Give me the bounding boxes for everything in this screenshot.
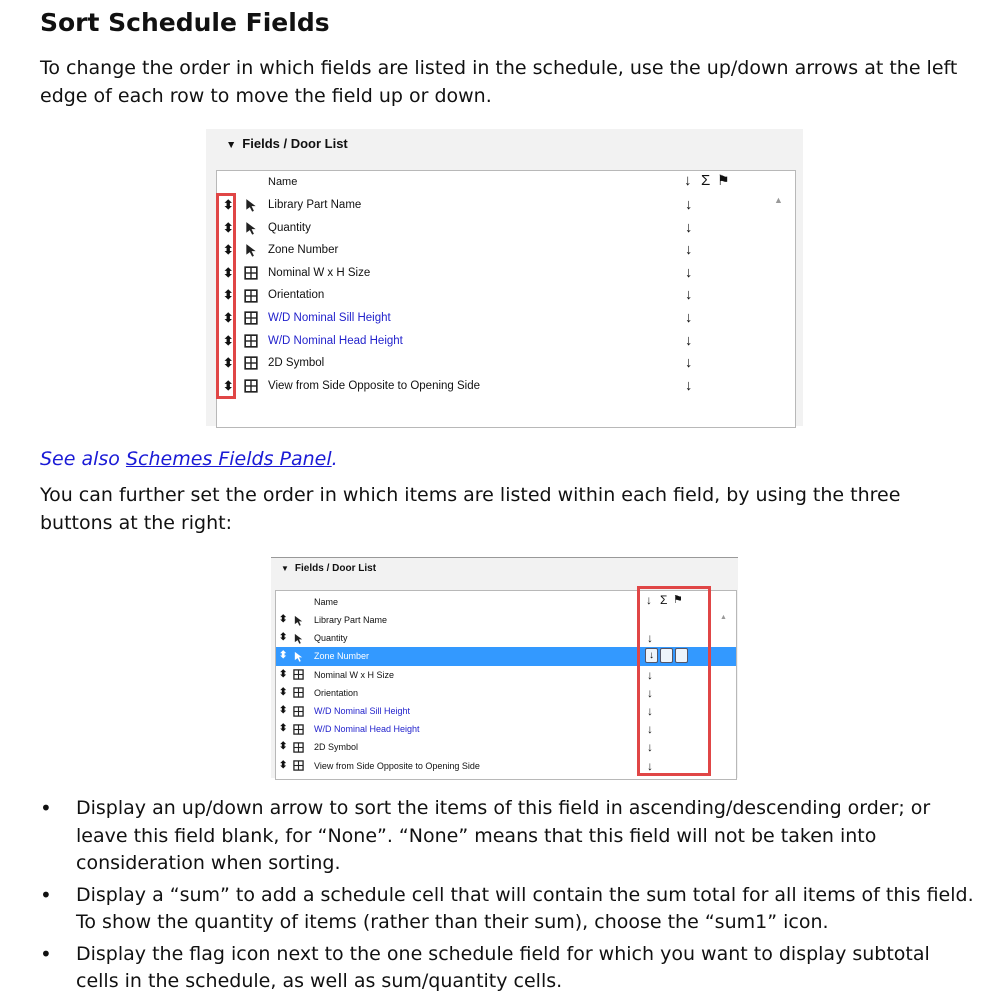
window-grid-icon [244, 311, 258, 325]
sort-arrow-icon[interactable]: ↓ [647, 631, 653, 646]
sort-arrow-icon[interactable]: ↓ [685, 197, 693, 213]
updown-arrows-icon[interactable]: ⬍ [279, 650, 288, 662]
window-grid-icon [293, 706, 304, 717]
field-name-label: Quantity [314, 633, 348, 644]
field-name-label: Zone Number [268, 244, 339, 257]
updown-arrows-icon[interactable]: ⬍ [279, 668, 288, 680]
page-title: Sort Schedule Fields [40, 8, 330, 37]
flag-column-icon[interactable]: ⚑ [717, 172, 730, 188]
table-row[interactable] [217, 284, 795, 307]
sort-arrow-icon[interactable]: ↓ [685, 310, 693, 326]
updown-arrows-icon[interactable]: ⬍ [223, 311, 234, 325]
see-also-line: See also Schemes Fields Panel. [40, 448, 338, 470]
field-name-label: Library Part Name [268, 199, 362, 211]
disclosure-triangle-icon[interactable]: ▼ [226, 140, 237, 151]
window-grid-icon [244, 379, 258, 393]
updown-arrows-icon[interactable]: ⬍ [223, 220, 234, 235]
sort-arrow-icon[interactable]: ↓ [685, 219, 693, 236]
field-name-label: Nominal W x H Size [268, 266, 371, 279]
fields-list[interactable] [216, 170, 796, 428]
window-grid-icon [293, 724, 304, 735]
pointer-arrow-icon [293, 633, 304, 644]
updown-arrows-icon[interactable]: ⬍ [279, 705, 288, 716]
updown-arrows-icon[interactable]: ⬍ [223, 243, 234, 258]
window-grid-icon [244, 334, 258, 348]
window-grid-icon [293, 760, 304, 771]
updown-arrows-icon[interactable]: ⬍ [279, 723, 288, 735]
field-name-label: View from Side Opposite to Opening Side [268, 379, 481, 392]
panel-header-2[interactable]: ▼ Fields / Door List [281, 563, 377, 574]
sort-toggle-button[interactable]: ↓ [645, 648, 658, 663]
column-header-name: Name [268, 176, 298, 188]
pointer-arrow-icon [293, 615, 304, 626]
window-grid-icon [244, 289, 258, 303]
fields-panel-screenshot-2 [271, 557, 738, 778]
updown-arrows-icon[interactable]: ⬍ [279, 741, 288, 753]
table-row[interactable] [217, 217, 795, 240]
field-name-label: W/D Nominal Sill Height [268, 312, 391, 324]
field-name-label: Library Part Name [314, 615, 388, 625]
table-row[interactable] [217, 307, 795, 330]
sort-arrow-icon[interactable]: ↓ [685, 242, 693, 259]
disclosure-triangle-icon-2[interactable]: ▼ [281, 564, 289, 573]
table-row[interactable] [217, 239, 795, 262]
scroll-up-arrow-icon[interactable]: ▲ [774, 195, 783, 205]
sum-column-icon[interactable]: Σ [701, 172, 711, 189]
updown-arrows-icon[interactable]: ⬍ [279, 759, 288, 771]
column-header-name-2: Name [314, 597, 339, 607]
sort-arrow-icon[interactable]: ↓ [647, 704, 653, 718]
updown-arrows-icon[interactable]: ⬍ [223, 265, 234, 280]
table-row[interactable] [217, 194, 795, 217]
pointer-arrow-icon [244, 243, 258, 257]
sort-arrow-icon[interactable]: ↓ [647, 740, 653, 755]
window-grid-icon [244, 266, 258, 280]
updown-highlight-box [216, 193, 236, 399]
window-grid-icon [293, 669, 304, 680]
sort-arrow-icon[interactable]: ↓ [685, 264, 693, 281]
fields-panel-screenshot-1 [206, 129, 803, 426]
field-name-label: W/D Nominal Sill Height [314, 706, 411, 716]
window-grid-icon [293, 687, 304, 698]
updown-arrows-icon[interactable]: ⬍ [223, 378, 234, 393]
updown-arrows-icon[interactable]: ⬍ [223, 356, 234, 371]
field-name-label: 2D Symbol [268, 357, 325, 370]
list-item: • Display the flag icon next to the one schedule field for which you want to display subtotal cells in the schedule, as well as sum/quantity cells. [40, 941, 975, 996]
second-paragraph: You can further set the order in which items are listed within each field, by using the three buttons at the right: [40, 484, 901, 534]
updown-arrows-icon[interactable]: ⬍ [279, 614, 288, 625]
sort-arrow-icon[interactable]: ↓ [685, 377, 693, 394]
field-name-label: W/D Nominal Head Height [314, 724, 420, 735]
intro-paragraph: To change the order in which fields are listed in the schedule, use the up/down arrows at the left edge of each row to move the field up or down. [40, 57, 958, 107]
updown-arrows-icon[interactable]: ⬍ [279, 632, 288, 644]
sort-arrow-icon[interactable]: ↓ [647, 722, 653, 737]
updown-arrows-icon[interactable]: ⬍ [223, 333, 234, 348]
scroll-up-arrow-icon-2[interactable]: ▲ [720, 614, 727, 621]
sort-arrow-icon[interactable]: ↓ [685, 287, 693, 304]
window-grid-icon [244, 356, 258, 370]
field-name-label: Orientation [314, 687, 359, 698]
field-name-label: Nominal W x H Size [314, 669, 395, 680]
list-item: • Display a “sum” to add a schedule cell that will contain the sum total for all items of this field. To show the quantity of items (rather than their sum), choose the “sum1” icon. [40, 882, 975, 937]
field-name-label: W/D Nominal Head Height [268, 334, 403, 347]
table-row[interactable] [217, 375, 795, 398]
sort-arrow-icon[interactable]: ↓ [647, 758, 653, 773]
pointer-arrow-icon [244, 198, 258, 212]
sort-buttons-highlight-box [637, 586, 711, 776]
field-name-label: Orientation [268, 289, 325, 302]
sort-column-icon-2[interactable]: ↓ [646, 593, 652, 607]
field-name-label: 2D Symbol [314, 742, 359, 753]
field-name-label: Quantity [268, 221, 311, 234]
sort-arrow-icon[interactable]: ↓ [647, 685, 653, 700]
list-item: • Display an up/down arrow to sort the items of this field in ascending/descending order; or leave this field blank, for “None”. “None” means that this field will not be taken into consideration when sorting. [40, 795, 975, 878]
sort-arrow-icon[interactable]: ↓ [685, 355, 693, 372]
bullet-list [40, 795, 975, 1000]
sort-arrow-icon[interactable]: ↓ [685, 332, 693, 349]
field-name-label: Zone Number [314, 651, 370, 662]
updown-arrows-icon[interactable]: ⬍ [223, 198, 234, 212]
panel-header[interactable]: ▼ Fields / Door List [226, 136, 348, 151]
table-row[interactable] [217, 352, 795, 375]
updown-arrows-icon[interactable]: ⬍ [223, 288, 234, 303]
pointer-arrow-icon [293, 651, 304, 662]
window-grid-icon [293, 742, 304, 753]
sort-arrow-icon[interactable]: ↓ [647, 667, 653, 682]
schemes-fields-panel-link[interactable]: Schemes Fields Panel [125, 448, 332, 470]
sort-column-icon[interactable]: ↓ [684, 172, 692, 189]
field-name-label: View from Side Opposite to Opening Side [314, 760, 480, 771]
pointer-arrow-icon [244, 221, 258, 235]
updown-arrows-icon[interactable]: ⬍ [279, 686, 288, 698]
flag-column-icon-2[interactable]: ⚑ [673, 594, 683, 606]
table-row[interactable] [217, 330, 795, 353]
sum-column-icon-2[interactable]: Σ [660, 593, 668, 607]
table-row[interactable] [217, 262, 795, 285]
